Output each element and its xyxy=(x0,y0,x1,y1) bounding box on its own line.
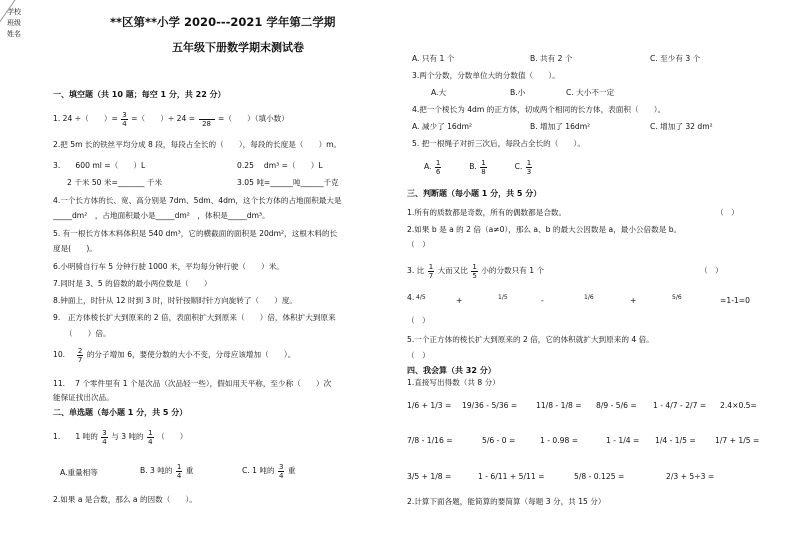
tf-question-3: 3. 比 $\frac{1}{7}$ 大而又比 $\frac{1}{5}$ 小的分数只有 1 个 xyxy=(407,262,545,280)
choice-question-4: 4.把一个棱长为 4dm 的正方体，切成两个相同的长方体，表面积（ ）。 xyxy=(412,105,666,114)
exam-subtitle: 五年级下册数学期末测试卷 xyxy=(172,41,304,54)
choice-q1-option-a: A.重量相等 xyxy=(60,468,98,477)
choice-q1-fraction-a: $\frac{3}{4}$ xyxy=(102,428,107,446)
tf-q4-result: =1-1=0 xyxy=(720,296,750,305)
choice-question-5: 5. 把一根绳子对折三次后，每段占全长的（ ）。 xyxy=(412,139,585,148)
calc-row-3-item-3: 5/8 - 0.125 = xyxy=(574,472,625,481)
calc-row-1-item-3: 11/8 - 1/8 = xyxy=(536,401,582,410)
tf-q4-minus: - xyxy=(541,296,544,305)
q1-fraction-blank-28: 28 xyxy=(199,111,215,128)
tf-question-5-mark: （ ） xyxy=(407,351,430,360)
fill-question-4a: 4.一个长方体的长、宽、高分别是 7dm、5dm、4dm，这个长方体的占地面积最大是 xyxy=(53,196,342,205)
calc-row-2-item-4: 1 - 1/4 = xyxy=(606,436,640,445)
calc-row-2-item-6: 1/7 + 1/5 = xyxy=(715,436,760,445)
q1-part-a: 1. 24 ÷（ ）= xyxy=(53,114,118,123)
calc-row-2-item-3: 1 - 0.98 = xyxy=(540,436,579,445)
fill-question-2: 2.把 5m 长的铁丝平均分成 8 段，每段占全长的（ ），每段的长度是（ ）m。 xyxy=(53,140,342,149)
fill-question-3d: 3.05 吨=______吨______千克 xyxy=(237,178,339,187)
choice-question-1: 1. 1 吨的 $\frac{3}{4}$ 与 3 吨的 $\frac{1}{4}$ （ ） xyxy=(53,428,188,446)
choice-q1-fraction-b: $\frac{1}{4}$ xyxy=(148,428,153,446)
tf-question-1-mark: （ ） xyxy=(716,208,739,217)
choice-q5-options: A. $\frac{1}{6}$ B. $\frac{1}{8}$ C. $\frac{1}{3}$ xyxy=(424,158,532,176)
calc-row-2-item-2: 5/6 - 0 = xyxy=(482,436,516,445)
fill-question-3b: 0.25 dm³ =（ ）L xyxy=(237,161,323,170)
calc-row-1-item-5: 1 - 4/7 - 2/7 = xyxy=(653,401,707,410)
choice-q5-option-b-fraction: $\frac{1}{8}$ xyxy=(481,158,486,176)
choice-q4-option-c: C. 增加了 32 dm² xyxy=(650,122,713,131)
tf-q4-term-c: 1/6 xyxy=(584,294,594,301)
choice-q4-option-a: A. 减少了 16dm² xyxy=(412,122,473,131)
tf-q3-fraction-a: $\frac{1}{7}$ xyxy=(428,262,434,280)
choice-question-2: 2.如果 a 是合数，那么 a 的因数（ ）。 xyxy=(53,495,197,504)
school-label: 学校 xyxy=(7,8,21,16)
tf-question-2-mark: （ ） xyxy=(407,240,430,249)
choice-q2-option-b: B. 共有 2 个 xyxy=(530,54,573,63)
choice-q3-option-a: A.大 xyxy=(431,88,447,97)
choice-q1-option-b-fraction: $\frac{1}{4}$ xyxy=(176,462,182,480)
calc-row-1-item-4: 8/9 - 5/6 = xyxy=(596,401,637,410)
class-label: 班级 xyxy=(7,19,21,27)
choice-q4-option-b: B. 增加了 16dm² xyxy=(530,122,591,131)
calc-row-2-item-1: 7/8 - 1/16 = xyxy=(407,436,453,445)
calc-row-3-item-1: 3/5 + 1/8 = xyxy=(407,472,452,481)
q10-fraction-2-7: $\frac{2}{7}$ xyxy=(77,346,83,364)
section-single-choice-heading: 二、单选题（每小题 1 分，共 5 分） xyxy=(53,408,188,417)
tf-question-4-mark: （ ） xyxy=(407,316,430,325)
tf-q4-term-a: 4/5 xyxy=(416,294,426,301)
choice-q1-option-c: C. 1 吨的 $\frac{3}{4}$ 重 xyxy=(242,462,296,480)
choice-q3-option-c: C. 大小不一定 xyxy=(566,88,615,97)
tf-question-1: 1.所有的质数都是奇数，所有的偶数都是合数。 xyxy=(407,208,567,217)
fill-question-1 xyxy=(53,110,289,128)
fill-question-8: 8.钟面上，时针从 12 时到 3 时，时针按顺时针方向旋转了（ ）度。 xyxy=(53,296,298,305)
fill-question-11a: 11. 7 个零件里有 1 个是次品（次品轻一些），假如用天平称，至少称（ ）次 xyxy=(53,379,332,388)
fill-question-4b: _____dm² ，占地面积最小是_____dm² ，体积是_____dm³。 xyxy=(53,211,270,220)
fill-question-6: 6.小明骑自行车 5 分钟行驶 1000 米，平均每分钟行驶（ ）米。 xyxy=(53,262,284,271)
tf-q4-term-b: 1/5 xyxy=(498,294,508,301)
tf-question-4-label: 4. xyxy=(407,293,415,302)
calc-row-1-item-1: 1/6 + 1/3 = xyxy=(407,401,452,410)
choice-q3-option-b: B.小 xyxy=(510,88,526,97)
calc-sub-heading-2: 2.计算下面各题，能简算的要简算（每题 3 分，共 15 分） xyxy=(407,497,606,506)
calc-row-2-item-5: 1/4 - 1/5 = xyxy=(655,436,696,445)
choice-q2-option-c: C. 至少有 3 个 xyxy=(650,54,701,63)
fill-question-9b: （ ）倍。 xyxy=(65,329,111,338)
q1-part-b: =（ ）÷ 24 = xyxy=(131,114,196,123)
q1-fraction-3-4: $\frac{3}{4}$ xyxy=(122,110,127,128)
q1-part-c: =（ ）（填小数） xyxy=(217,114,289,123)
tf-q4-term-d: 5/6 xyxy=(672,294,682,301)
choice-q1-option-c-fraction: $\frac{3}{4}$ xyxy=(278,462,284,480)
tf-q3-fraction-b: $\frac{1}{5}$ xyxy=(472,262,477,280)
fill-question-5a: 5. 有一根长方体木料体积是 540 dm³，它的横截面的面积是 20dm²，这根木料的长 xyxy=(53,229,338,238)
student-info-margin xyxy=(6,8,22,41)
section-true-false-heading: 三、判断题（每小题 1 分，共 5 分） xyxy=(407,189,542,198)
fill-question-10: 10. $\frac{2}{7}$ 的分子增加 6，要使分数的大小不变，分母应该增加（ ）。 xyxy=(53,346,296,364)
fill-question-5b: 度是( )。 xyxy=(53,244,97,253)
tf-question-3-mark: （ ） xyxy=(700,266,723,275)
tf-question-5: 5.一个正方体的棱长扩大到原来的 2 倍，它的体积就扩大到原来的 4 倍。 xyxy=(407,335,654,344)
tf-q4-plus-2: + xyxy=(630,296,637,305)
tf-q4-plus-1: + xyxy=(456,296,463,305)
calc-row-3-item-4: 2/3 + 5÷3 = xyxy=(666,472,715,481)
choice-q5-option-a-fraction: $\frac{1}{6}$ xyxy=(435,158,441,176)
calc-row-3-item-2: 1 - 6/11 + 5/11 = xyxy=(478,472,545,481)
fill-question-7: 7.同时是 3、5 的倍数的最小两位数是（ ） xyxy=(53,279,212,288)
calc-row-1-item-2: 19/36 - 5/36 = xyxy=(462,401,518,410)
tf-question-2: 2.如果 b 是 a 的 2 倍（a≠0），那么 a、b 的最大公因数是 a，最小公倍数是 b。 xyxy=(407,225,682,234)
section-calculation-heading: 四、我会算（共 32 分） xyxy=(407,366,496,375)
calc-row-1-item-6: 2.4×0.5= xyxy=(720,401,757,410)
fill-question-3a: 3. 600 ml =（ ）L xyxy=(53,161,146,170)
name-label: 姓名 xyxy=(7,30,21,38)
choice-q2-option-a: A. 只有 1 个 xyxy=(412,54,455,63)
fill-question-3c: 2 千米 50 米=_______ 千米 xyxy=(67,178,163,187)
exam-title: **区第**小学 2020---2021 学年第二学期 xyxy=(110,15,336,29)
calc-sub-heading-1: 1.直接写出得数（共 8 分） xyxy=(407,378,500,387)
fill-question-9a: 9. 正方体棱长扩大到原来的 2 倍，表面积扩大到原来（ ）倍，体积扩大到原来 xyxy=(53,313,336,322)
choice-question-3: 3.两个分数，分数单位大的分数值（ ）。 xyxy=(412,71,560,80)
choice-q5-option-c-fraction: $\frac{1}{3}$ xyxy=(526,158,532,176)
fill-question-11b: 能保证找出次品。 xyxy=(53,393,114,402)
choice-q1-option-b: B. 3 吨的 $\frac{1}{4}$ 重 xyxy=(140,462,194,480)
section-fill-blank-heading: 一、填空题（共 10 题；每空 1 分，共 22 分） xyxy=(53,90,226,99)
